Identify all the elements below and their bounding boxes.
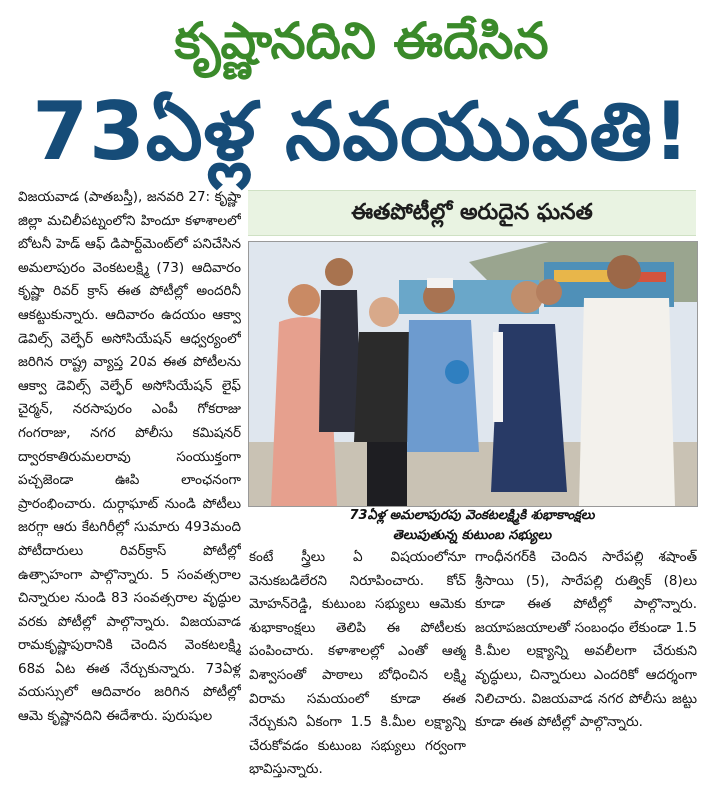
subheading: ఈతపోటీల్లో అరుదైన ఘనత: [248, 190, 696, 236]
headline-title: 73ఏళ్ల నవయువతి!: [32, 85, 691, 178]
article-column-2: కంటే స్త్రీలు ఏ విషయంలోనూ వెనుకబడిలేరని నిరూపించారు. కోచ్ మోహన్‌రెడ్డి, కుటుంబ సభ్యులు ఆమెకు శుభాకాంక్షలు తెలిపి ఈ పోటీలకు పంపించారు. కళాశాలల్లో ఎంతో ఆత్మ విశ్వాసంతో పాఠాలు బోధించిన లక్ష్మి విరామ సమయంలో కూడా ఈత నేర్చుకుని ఏకంగా 1.5 కి.మీల లక్ష్యాన్ని చేరుకోవడం కుటుంబ సభ్యులు గర్వంగా భావిస్తున్నారు.: [249, 549, 466, 778]
photo-caption: [248, 506, 696, 546]
headline-kicker: కృష్ణానదిని ఈదేసిన: [174, 12, 549, 70]
news-photo: [248, 241, 698, 507]
caption-line-2: తెలుపుతున్న కుటుంబ సభ్యులు: [392, 528, 552, 543]
article-column-3: గాంధీనగర్‌కి చెందిన సారేపల్లి శషాంత్ శ్రీసాయి (5), సారేపల్లి రుత్విక్ (8)లు కూడా ఈత పోటీల్లో పాల్గొన్నారు. జయాపజయాలతో సంబంధం లేకుండా 1.5 కి.మీల లక్ష్యాన్ని అవలీలగా చేరుకుని వృద్ధులు, చిన్నారులు ఎందరికో ఆదర్శంగా నిలిచారు. విజయవాడ నగర పోలీసు జట్టు కూడా ఈత పోటీల్లో పాల్గొన్నారు.: [475, 549, 697, 731]
caption-line-1: 73ఏళ్ల అమలాపురపు వెంకటలక్ష్మికి శుభాకాంక్షలు: [349, 508, 595, 523]
article-column-1: విజయవాడ (పాతబస్తీ), జనవరి 27: కృష్ణా జిల్లా మచిలీపట్నంలోని హిందూ కళాశాలలో బోటనీ హెడ్ ఆఫ్ డిపార్ట్‌మెంట్‌లో పనిచేసిన అమలాపురం వెంకటలక్ష్మి (73) ఆదివారం కృష్ణా రివర్ క్రాస్ ఈత పోటీల్లో అందరినీ ఆకట్టుకున్నారు. ఆదివారం ఉదయం ఆక్వా డెవిల్స్ వెల్ఫేర్ అసోసియేషన్ ఆధ్వర్యంలో జరిగిన రాష్ట్ర వ్యాప్త 20వ ఈత పోటీలను ఆక్వా డెవిల్స్ వెల్ఫేర్ అసోసియేషన్ లైఫ్ చైర్మన్, నరసాపురం ఎంపీ గోకరాజు గంగరాజు, నగర పోలీసు కమిషనర్ ద్వారకాతిరుమలరావు సంయుక్తంగా పచ్చజెండా ఊపి లాంఛనంగా ప్రారంభించారు. దుర్గాఘాట్ నుండి పోటీలు జరగ్గా ఆరు కేటగిరీల్లో సుమారు 493మంది పోటీదారులు రివర్‌క్రాస్ పోటీల్లో ఉత్సాహంగా పాల్గొన్నారు. 5 సంవత్సరాల చిన్నారుల నుండి 83 సంవత్సరాల వృద్ధుల వరకు పోటీల్లో పాల్గొన్నారు. విజయవాడ రామకృష్ణాపురానికి చెందిన వెంకటలక్ష్మి 68వ ఏట ఈత నేర్చుకున్నారు. 73ఏళ్ల వయస్సులో ఆదివారం జరిగిన పోటీల్లో ఆమె కృష్ణానదిని ఈదేశారు. పురుషుల: [18, 189, 241, 725]
photo-illustration: [249, 242, 697, 506]
